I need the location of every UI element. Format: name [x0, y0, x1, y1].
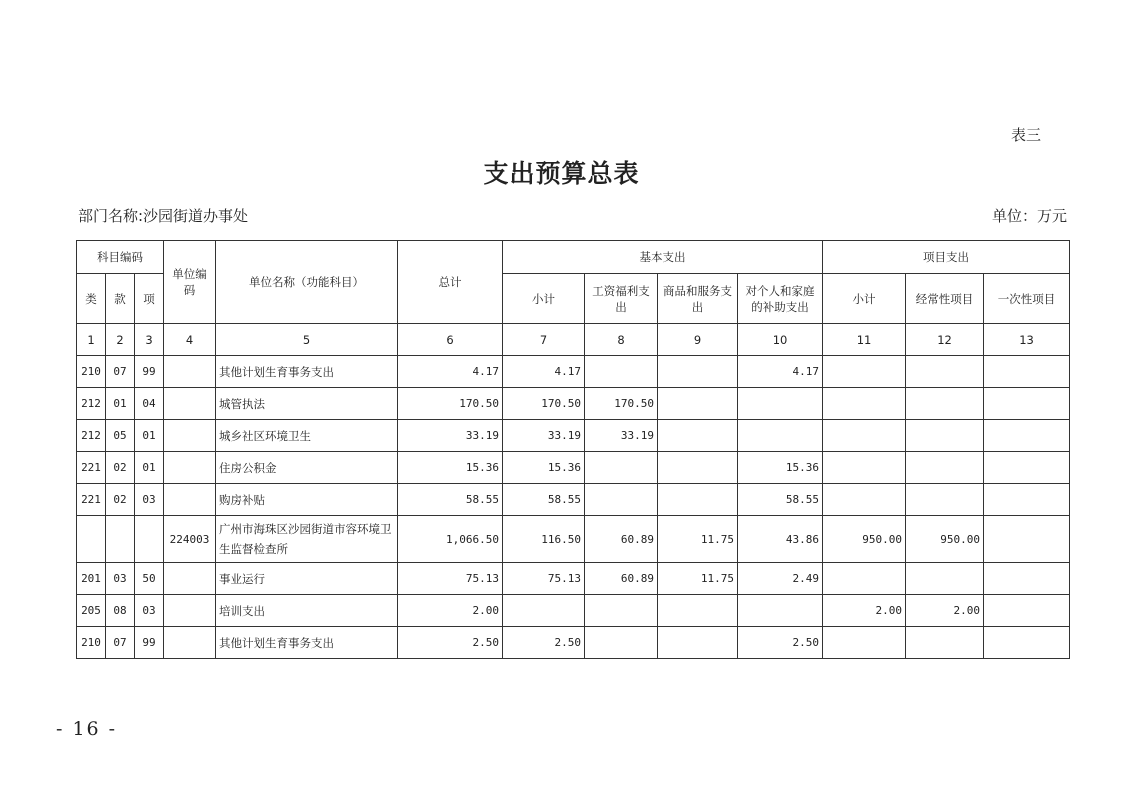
cell-onetime	[984, 420, 1070, 452]
cell-recurring	[906, 484, 984, 516]
column-index-cell: 12	[906, 324, 984, 356]
cell-unit-code	[164, 452, 216, 484]
cell-item: 03	[135, 595, 164, 627]
cell-project-subtotal	[823, 563, 906, 595]
page-number: - 16 -	[56, 718, 118, 740]
cell-item: 01	[135, 452, 164, 484]
cell-goods	[658, 452, 738, 484]
cell-unit-code	[164, 627, 216, 659]
col-onetime: 一次性项目	[984, 274, 1070, 324]
cell-basic-subtotal: 170.50	[503, 388, 585, 420]
cell-goods: 11.75	[658, 516, 738, 563]
cell-item: 03	[135, 484, 164, 516]
cell-basic-subtotal: 116.50	[503, 516, 585, 563]
col-unit-code: 单位编码	[164, 241, 216, 324]
cell-recurring	[906, 627, 984, 659]
col-basic-expenditure: 基本支出	[503, 241, 823, 274]
cell-unit-code	[164, 595, 216, 627]
col-project-subtotal: 小计	[823, 274, 906, 324]
cell-onetime	[984, 356, 1070, 388]
table-label: 表三	[1010, 126, 1041, 144]
cell-basic-subtotal: 75.13	[503, 563, 585, 595]
cell-project-subtotal: 950.00	[823, 516, 906, 563]
cell-goods	[658, 627, 738, 659]
column-index-cell: 11	[823, 324, 906, 356]
cell-project-subtotal	[823, 420, 906, 452]
cell-onetime	[984, 563, 1070, 595]
cell-recurring	[906, 452, 984, 484]
column-index-cell: 13	[984, 324, 1070, 356]
cell-onetime	[984, 595, 1070, 627]
cell-cat: 210	[77, 356, 106, 388]
table-row	[77, 627, 1070, 659]
cell-subsidy: 2.49	[738, 563, 823, 595]
cell-sec: 08	[106, 595, 135, 627]
cell-wages	[585, 356, 658, 388]
cell-recurring	[906, 563, 984, 595]
cell-wages: 33.19	[585, 420, 658, 452]
cell-total: 58.55	[398, 484, 503, 516]
cell-wages	[585, 452, 658, 484]
cell-onetime	[984, 516, 1070, 563]
cell-goods	[658, 595, 738, 627]
table-row	[77, 420, 1070, 452]
col-section: 款	[106, 274, 135, 324]
col-wages: 工资福利支出	[585, 274, 658, 324]
cell-cat: 221	[77, 452, 106, 484]
column-index-cell: 1	[77, 324, 106, 356]
column-index-cell: 5	[216, 324, 398, 356]
cell-onetime	[984, 452, 1070, 484]
cell-onetime	[984, 627, 1070, 659]
cell-cat	[77, 516, 106, 563]
cell-subsidy	[738, 420, 823, 452]
column-index-cell: 4	[164, 324, 216, 356]
col-basic-subtotal: 小计	[503, 274, 585, 324]
cell-onetime	[984, 388, 1070, 420]
cell-unit-code	[164, 484, 216, 516]
cell-wages: 60.89	[585, 516, 658, 563]
cell-name: 事业运行	[216, 563, 398, 595]
column-index-row	[77, 324, 1070, 356]
cell-subsidy: 4.17	[738, 356, 823, 388]
cell-recurring	[906, 356, 984, 388]
cell-sec: 05	[106, 420, 135, 452]
cell-goods	[658, 484, 738, 516]
cell-item	[135, 516, 164, 563]
cell-total: 2.50	[398, 627, 503, 659]
cell-name: 培训支出	[216, 595, 398, 627]
cell-item: 50	[135, 563, 164, 595]
cell-sec	[106, 516, 135, 563]
cell-sec: 02	[106, 484, 135, 516]
column-index-cell: 6	[398, 324, 503, 356]
cell-unit-code	[164, 563, 216, 595]
cell-subsidy: 58.55	[738, 484, 823, 516]
cell-onetime	[984, 484, 1070, 516]
budget-table	[76, 240, 1070, 659]
cell-item: 01	[135, 420, 164, 452]
cell-name: 其他计划生育事务支出	[216, 627, 398, 659]
currency-unit: 单位：万元	[991, 207, 1067, 225]
cell-subsidy	[738, 388, 823, 420]
cell-cat: 205	[77, 595, 106, 627]
cell-project-subtotal	[823, 452, 906, 484]
cell-basic-subtotal	[503, 595, 585, 627]
cell-recurring: 2.00	[906, 595, 984, 627]
table-row	[77, 563, 1070, 595]
column-index-cell: 3	[135, 324, 164, 356]
col-subsidy: 对个人和家庭的补助支出	[738, 274, 823, 324]
cell-name: 城乡社区环境卫生	[216, 420, 398, 452]
cell-total: 1,066.50	[398, 516, 503, 563]
col-subject-code: 科目编码	[77, 241, 164, 274]
cell-sec: 07	[106, 356, 135, 388]
table-row	[77, 484, 1070, 516]
table-row	[77, 388, 1070, 420]
cell-wages	[585, 627, 658, 659]
cell-unit-code: 224003	[164, 516, 216, 563]
cell-wages: 60.89	[585, 563, 658, 595]
cell-project-subtotal: 2.00	[823, 595, 906, 627]
cell-basic-subtotal: 58.55	[503, 484, 585, 516]
cell-goods	[658, 388, 738, 420]
col-recurring: 经常性项目	[906, 274, 984, 324]
cell-total: 75.13	[398, 563, 503, 595]
table-row	[77, 516, 1070, 563]
cell-sec: 01	[106, 388, 135, 420]
cell-total: 4.17	[398, 356, 503, 388]
cell-project-subtotal	[823, 356, 906, 388]
cell-recurring	[906, 388, 984, 420]
cell-subsidy: 2.50	[738, 627, 823, 659]
table-row	[77, 595, 1070, 627]
col-unit-name: 单位名称（功能科目）	[216, 241, 398, 324]
department-name: 部门名称:沙园街道办事处	[78, 207, 249, 225]
column-index-cell: 9	[658, 324, 738, 356]
cell-total: 33.19	[398, 420, 503, 452]
col-item: 项	[135, 274, 164, 324]
cell-sec: 03	[106, 563, 135, 595]
cell-unit-code	[164, 420, 216, 452]
col-project-expenditure: 项目支出	[823, 241, 1070, 274]
cell-sec: 07	[106, 627, 135, 659]
cell-total: 2.00	[398, 595, 503, 627]
cell-total: 170.50	[398, 388, 503, 420]
col-total: 总计	[398, 241, 503, 324]
cell-goods	[658, 420, 738, 452]
cell-cat: 221	[77, 484, 106, 516]
column-index-cell: 10	[738, 324, 823, 356]
cell-wages	[585, 484, 658, 516]
cell-cat: 201	[77, 563, 106, 595]
cell-cat: 210	[77, 627, 106, 659]
table-row	[77, 452, 1070, 484]
cell-unit-code	[164, 356, 216, 388]
cell-basic-subtotal: 4.17	[503, 356, 585, 388]
cell-total: 15.36	[398, 452, 503, 484]
cell-goods: 11.75	[658, 563, 738, 595]
column-index-cell: 2	[106, 324, 135, 356]
cell-cat: 212	[77, 388, 106, 420]
cell-name: 其他计划生育事务支出	[216, 356, 398, 388]
cell-wages: 170.50	[585, 388, 658, 420]
cell-item: 04	[135, 388, 164, 420]
cell-goods	[658, 356, 738, 388]
cell-project-subtotal	[823, 388, 906, 420]
cell-name: 广州市海珠区沙园街道市容环境卫生监督检查所	[216, 516, 398, 563]
cell-item: 99	[135, 356, 164, 388]
cell-recurring	[906, 420, 984, 452]
cell-project-subtotal	[823, 627, 906, 659]
table-row	[77, 356, 1070, 388]
cell-sec: 02	[106, 452, 135, 484]
column-index-cell: 7	[503, 324, 585, 356]
cell-name: 住房公积金	[216, 452, 398, 484]
cell-name: 城管执法	[216, 388, 398, 420]
cell-subsidy: 15.36	[738, 452, 823, 484]
cell-basic-subtotal: 15.36	[503, 452, 585, 484]
cell-cat: 212	[77, 420, 106, 452]
cell-basic-subtotal: 33.19	[503, 420, 585, 452]
header-row-1	[77, 241, 1070, 274]
col-goods-services: 商品和服务支出	[658, 274, 738, 324]
cell-unit-code	[164, 388, 216, 420]
cell-basic-subtotal: 2.50	[503, 627, 585, 659]
cell-project-subtotal	[823, 484, 906, 516]
cell-wages	[585, 595, 658, 627]
cell-recurring: 950.00	[906, 516, 984, 563]
cell-subsidy: 43.86	[738, 516, 823, 563]
cell-subsidy	[738, 595, 823, 627]
cell-name: 购房补贴	[216, 484, 398, 516]
cell-item: 99	[135, 627, 164, 659]
column-index-cell: 8	[585, 324, 658, 356]
col-category: 类	[77, 274, 106, 324]
page-title: 支出预算总表	[483, 159, 640, 188]
